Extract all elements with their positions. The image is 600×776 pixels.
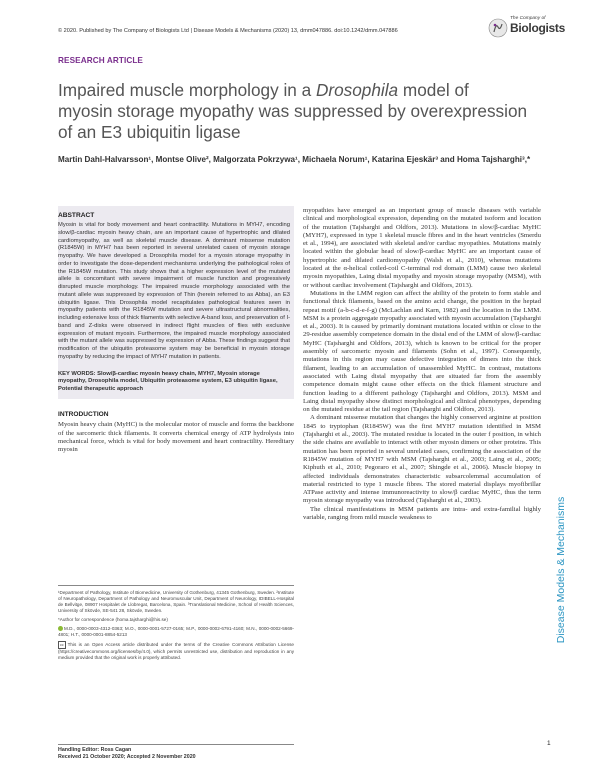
logo-small-text: The Company of: [510, 16, 546, 21]
journal-side-banner: Disease Models & Mechanisms: [555, 496, 567, 644]
correspondence[interactable]: *Author for correspondence (homa.tajsharghi@his.se): [58, 617, 168, 622]
orcid-icon: [58, 626, 63, 631]
affiliations: ¹Department of Pathology, Institute of Biomedicine, University of Gothenburg, 41345 Gothenburg, Sweden. ²Institute of Neuropathology, Department of Pathology and Neuromuscular Unit, Department of Neurology, IDIBELL-Hospital de Bellvitge, 08907 Hospitalet de Llobregat, Barcelona, Spain. ³Translational Medicine, School of Health Sciences, University of Skövde, SE-541 28, Skövde, Sweden.: [58, 590, 294, 613]
abstract-box: [58, 206, 294, 399]
body-paragraph: A dominant missense mutation that changes the highly conserved arginine at position 1845 to tryptophan (R1845W) was the first MYH7 mutation identified in MSM (Tajsharghi et al., 2003). The mutated residue is located in the outer f position, in which the side chains are available to interact with other myosin dimers or other proteins. This mutation has been reported in several unrelated cases, confirming the association of the R1845W mutation of MYH7 with MSM (Tajsharghi et al., 2003; Laing et al., 2005; Kiphuth et al., 2010; Pegoraro et al., 2007; Shingde et al., 2006). Muscle biopsy in affected individuals demonstrates characteristic subsarcolemmal accumulation of material restricted to type 1 muscle fibres. The stored material displays myofibrillar ATPase activity and intense immunoreactivity to slow/β cardiac MyHC, thus the term myosin storage myopathy was introduced (Tajsharghi et al., 2003).: [303, 414, 541, 505]
journal-citation: © 2020. Published by The Company of Biologists Ltd | Disease Models & Mechanisms (2020) 13, dmm047886. doi:10.1242/dmm.047886: [58, 28, 398, 34]
logo-main-text: Biologists: [510, 21, 566, 35]
page-number: 1: [547, 740, 551, 747]
introduction-heading: INTRODUCTION: [58, 411, 109, 419]
keywords: KEY WORDS: Slow/β-cardiac myosin heavy chain, MYH7, Myosin storage myopathy, Drosophila model, Ubiquitin proteasome system, E3 ubiquitin ligase, Potential therapeutic approach: [58, 370, 278, 392]
introduction-text: Myosin heavy chain (MyHC) is the molecular motor of muscle and forms the backbone of the sarcomeric thick filaments. It converts chemical energy of ATP hydrolysis into mechanical force, which is vital for body movement and heart contractility. Hereditary myosin: [58, 421, 294, 454]
publisher-logo[interactable]: [488, 16, 566, 42]
body-paragraph: Mutations in the LMM region can affect the ability of the protein to form stable and functional thick filaments, based on the amino acid change, the position in the heptad repeat motif (a-b-c-d-e-f-g) (McLachlan and Karn, 1982) and the location in the LMM. MSM is a protein aggregate myopathy associated with myosin accumulation (Tajsharghi et al., 2003). It is caused by primarily dominant mutations located within or close to the 29-residue assembly competence domain in the distal end of the LMM of slow/β-cardiac MyHC (Tajsharghi and Oldfors, 2013), which is known to be critical for the proper assembly of sarcomeric myosin and filaments (Sohn et al., 1997). Consequently, mutations in this region may cause defective integration of dimers into the thick filament, leading to an accumulation of unassembled MyHC. In contrast, mutations associated with Laing distal myopathy that are situated far from the assembly competence domain might cause other effects on the thick filament structure and function leading to a different pathology (Tajsharghi and Oldfors, 2013). MSM and Laing distal myopathy show distinct morphological and clinical phenotypes, depending on the mutated residue at the tail region (Tajsharghi and Oldfors, 2013).: [303, 289, 541, 414]
body-paragraph: myopathies have emerged as an important group of muscle diseases with variable clinical and morphological expression, depending on the mutated isoform and location of the mutation (Tajsharghi and Oldfors, 2013). Mutations in slow/β-cardiac MyHC (MYH7), expressed in type 1 skeletal muscle fibres and in the heart ventricles (Smerdu et al., 1994), are associated with skeletal and/or cardiac myopathies. Mutations mainly located within the globular head of slow/β-cardiac MyHC are an important cause of hypertrophic and dilated cardiomyopathy (Walsh et al., 2010), whereas mutations located at the α-helical coiled-coil C-terminal rod domain (LMM) cause two skeletal myosin myopathies, Laing distal myopathy and myosin storage myopathy (MSM), with or without cardiac involvement (Tajsharghi and Oldfors, 2013).: [303, 207, 541, 289]
footnotes: [58, 585, 294, 664]
received-accepted-dates: Received 21 October 2020; Accepted 2 November 2020: [58, 754, 196, 760]
body-paragraph: The clinical manifestations in MSM patients are intra- and extra-familial highly variable, ranging from mild muscle weakness to: [303, 505, 541, 521]
biologists-logo-icon: [488, 18, 508, 38]
cc-license-icon[interactable]: cc: [60, 643, 64, 647]
orcid-list[interactable]: M.D., 0000-0003-4312-0363; M.O., 0000-0001-5727-0165; M.P., 0000-0002-6791-4160; M.N., 0000-0002-5669-4801; H.T., 0000-0001-8854-5213: [58, 626, 294, 637]
handling-info: [58, 744, 294, 761]
abstract-text: Myosin is vital for body movement and heart contractility. Mutations in MYH7, encoding slow/β-cardiac myosin heavy chain, are an important cause of hypertrophic and dilated cardiomyopathy, as well as skeletal muscle disease. A dominant missense mutation (R1845W) in MYH7 has been reported in several unrelated cases of myosin storage myopathy. We have developed a Drosophila model for a myosin storage myopathy in order to investigate the dose-dependent mechanisms underlying the pathological roles of the R1845W mutation. This study shows that a higher expression level of the mutated allele is concomitant with severe impairment of muscle function and progressively disrupted muscle morphology. The impaired muscle morphology associated with the mutant allele was suppressed by expression of Thin (herein referred to as Abba), an E3 ubiquitin ligase. This Drosophila model recapitulates pathological features seen in myopathy patients with the R1845W mutation and severe ultrastructural abnormalities, including extensive loss of thick filaments with selective A-band loss, and preservation of I-band and Z-disks were observed in indirect flight muscles of flies with exclusive expression of mutant myosin. Furthermore, the impaired muscle morphology associated with the mutant allele was suppressed by expression of Abba. These findings suggest that modification of the ubiquitin proteasome system may be beneficial in myosin storage myopathy by reducing the impact of MYH7 mutation in patients.: [58, 222, 290, 360]
left-column: [58, 206, 294, 454]
article-title: Impaired muscle morphology in a Drosophila model of myosin storage myopathy was suppressed by overexpression of an E3 ubiquitin ligase: [58, 80, 528, 142]
handling-editor: Handling Editor: Ross Cagan: [58, 747, 132, 753]
author-list: Martin Dahl-Halvarsson¹, Montse Olive², Malgorzata Pokrzywa¹, Michaela Norum¹, Katarina Ejeskär³ and Homa Tajsharghi³,*: [58, 155, 531, 164]
license-note: cc This is an Open Access article distributed under the terms of the Creative Commons Attribution License (https://creativecommons.org/licenses/by/4.0), which permits unrestricted use, distribution and reproduction in any medium provided that the original work is properly attributed.: [58, 642, 294, 660]
right-column: [303, 207, 541, 522]
abstract-heading: ABSTRACT: [58, 212, 95, 219]
article-type: RESEARCH ARTICLE: [58, 56, 143, 65]
